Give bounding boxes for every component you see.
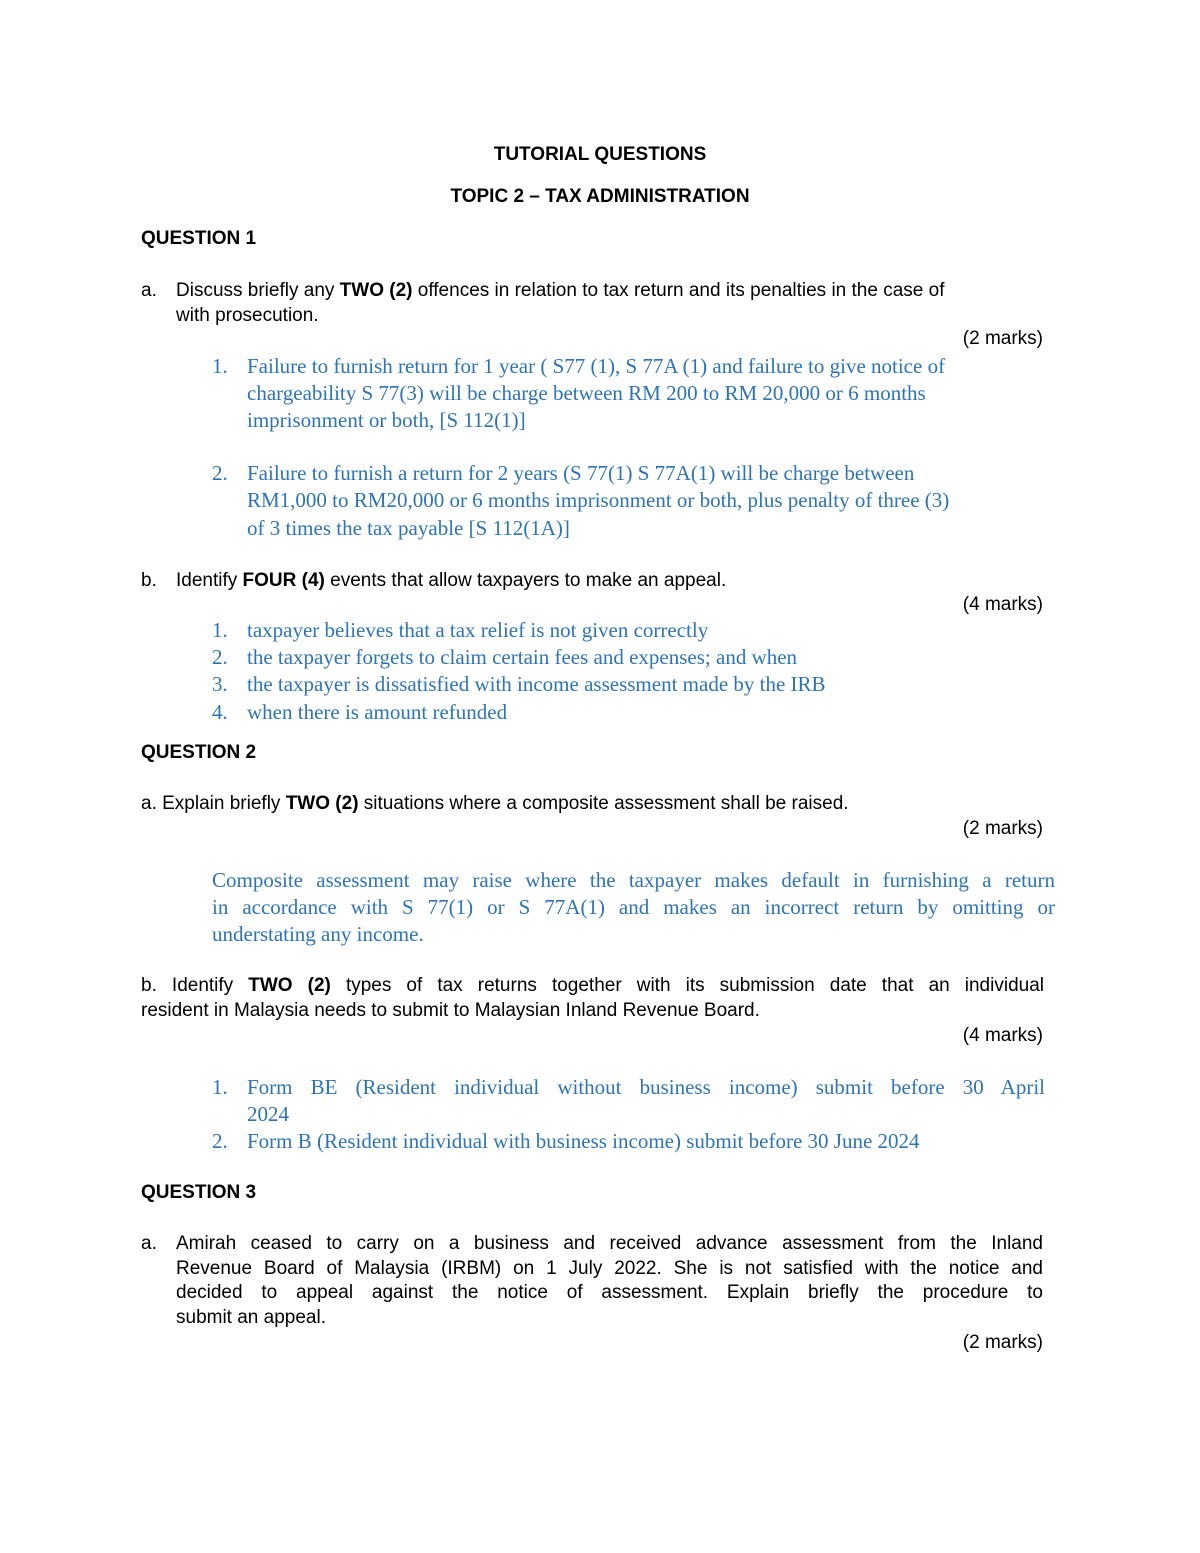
q2a-text-bold: TWO (2) [285, 793, 359, 814]
q3a-question-line-3: decided to appeal against the notice of assessment. Explain briefly the procedure to [176, 1282, 1043, 1303]
q1b-answer-4-number: 4. [212, 700, 228, 724]
q1a-answer-2-number: 2. [212, 461, 228, 485]
q1a-answer-1-line-1: Failure to furnish return for 1 year ( S77 (1), S 77A (1) and failure to give notice of [247, 354, 946, 378]
question-3-heading: QUESTION 3 [141, 1182, 257, 1203]
q1a-answer-2-line-1: Failure to furnish a return for 2 years (S 77(1) S 77A(1) will be charge between [247, 461, 915, 485]
q2b-answer-1-line-1: Form BE (Resident individual without business income) submit before 30 April [247, 1075, 1045, 1099]
document-title: TUTORIAL QUESTIONS [493, 144, 707, 165]
q1a-answer-2-line-2: RM1,000 to RM20,000 or 6 months imprisonment or both, plus penalty of three (3) [247, 488, 950, 512]
q1b-marks: (4 marks) [962, 594, 1043, 615]
q1b-answer-1-number: 1. [212, 618, 228, 642]
q3a-marks: (2 marks) [962, 1332, 1043, 1353]
q1a-question-line-1 [176, 280, 944, 302]
q1a-answer-1-number: 1. [212, 354, 228, 378]
q1a-question-line-2: with prosecution. [176, 305, 319, 326]
question-2-heading: QUESTION 2 [141, 742, 257, 763]
q1a-answer-1-line-3: imprisonment or both, [S 112(1)] [247, 408, 526, 432]
question-1-heading: QUESTION 1 [141, 228, 257, 249]
q3a-question-line-2: Revenue Board of Malaysia (IRBM) on 1 July 2022. She is not satisfied with the notice and [176, 1258, 1043, 1279]
document-subtitle: TOPIC 2 – TAX ADMINISTRATION [450, 186, 750, 207]
q3a-question-line-4: submit an appeal. [176, 1307, 326, 1328]
q1a-letter: a. [141, 280, 157, 301]
q2b-answer-1-line-2: 2024 [247, 1102, 289, 1126]
q1b-letter: b. [141, 570, 157, 591]
q2b-letter: b. [141, 975, 157, 996]
q3a-letter: a. [141, 1233, 157, 1254]
q2b-text-post: types of tax returns together with its submission date that an individual [330, 975, 1044, 996]
q2a-question [141, 793, 849, 815]
q1a-text-pre: Discuss briefly any [176, 280, 340, 301]
q2a-text-pre: Explain briefly [156, 793, 286, 814]
q1a-text-post: offences in relation to tax return and its penalties in the case of [412, 280, 945, 301]
q2b-question-line-2: resident in Malaysia needs to submit to Malaysian Inland Revenue Board. [141, 1000, 760, 1021]
q1b-answer-4: when there is amount refunded [247, 700, 508, 724]
q2a-answer-line-2: in accordance with S 77(1) or S 77A(1) and makes an incorrect return by omitting or [212, 895, 1055, 919]
q1b-text-post: events that allow taxpayers to make an appeal. [324, 570, 727, 591]
q1b-answer-3-number: 3. [212, 672, 228, 696]
q1a-text-bold: TWO (2) [339, 280, 413, 301]
q2a-marks: (2 marks) [962, 818, 1043, 839]
q2b-answer-2-number: 2. [212, 1129, 228, 1153]
q2a-answer-line-1: Composite assessment may raise where the taxpayer makes default in furnishing a return [212, 868, 1055, 892]
q2b-answer-2-line-1: Form B (Resident individual with business income) submit before 30 June 2024 [247, 1129, 920, 1153]
q1a-answer-2-line-3: of 3 times the tax payable [S 112(1A)] [247, 516, 570, 540]
q2b-text-bold: TWO (2) [248, 975, 331, 996]
q2b-marks: (4 marks) [962, 1025, 1043, 1046]
q2b-answer-1-number: 1. [212, 1075, 228, 1099]
q1a-marks: (2 marks) [962, 328, 1043, 349]
q1b-answer-2: the taxpayer forgets to claim certain fees and expenses; and when [247, 645, 798, 669]
q1b-answer-3: the taxpayer is dissatisfied with income assessment made by the IRB [247, 672, 826, 696]
q2a-text-post: situations where a composite assessment shall be raised. [358, 793, 849, 814]
q1a-answer-1-line-2: chargeability S 77(3) will be charge between RM 200 to RM 20,000 or 6 months [247, 381, 926, 405]
q1b-text-pre: Identify [176, 570, 243, 591]
q1b-answer-1: taxpayer believes that a tax relief is not given correctly [247, 618, 709, 642]
q1b-answer-2-number: 2. [212, 645, 228, 669]
q2a-letter: a. [141, 793, 157, 814]
q2a-answer-line-3: understating any income. [212, 922, 424, 946]
q2b-question-line-1 [141, 975, 1044, 997]
q1b-question [176, 570, 726, 592]
q1b-text-bold: FOUR (4) [242, 570, 325, 591]
q3a-question-line-1: Amirah ceased to carry on a business and received advance assessment from the Inland [176, 1233, 1043, 1254]
q2b-text-pre: Identify [156, 975, 249, 996]
